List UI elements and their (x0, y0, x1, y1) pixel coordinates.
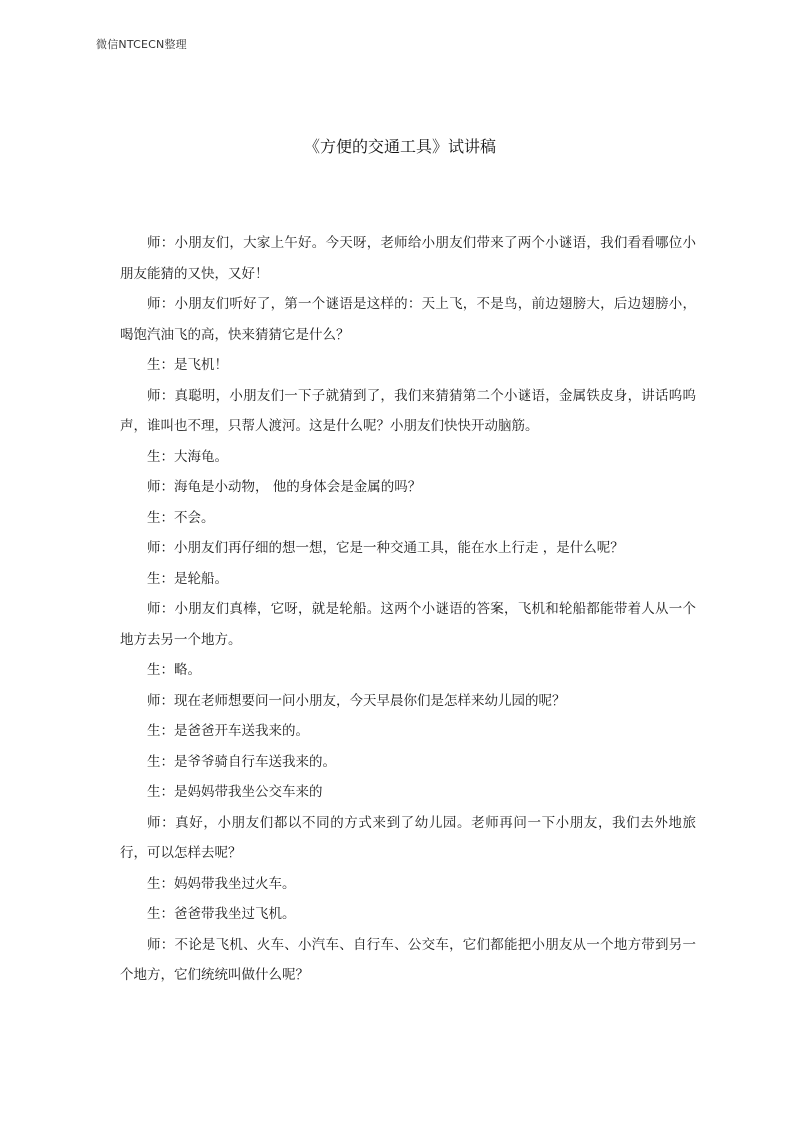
paragraph: 生：是飞机！ (147, 357, 228, 373)
header-watermark: 微信NTCECN整理 (96, 38, 187, 51)
document-title: 《方便的交通工具》试讲稿 (303, 137, 496, 156)
paragraph: 师：小朋友们，大家上午好。今天呀，老师给小朋友们带来了两个小谜语，我们看看哪位小朋友能猜的又快，又好！ (120, 235, 696, 282)
paragraph: 师：真好，小朋友们都以不同的方式来到了幼儿园。老师再问一下小朋友，我们去外地旅行，可以怎样去呢？ (120, 814, 696, 861)
paragraph: 生：不会。 (147, 509, 215, 526)
paragraph: 生：妈妈带我坐过火车。 (147, 875, 296, 892)
paragraph: 生：是轮船。 (147, 570, 228, 587)
paragraph: 生：爸爸带我坐过飞机。 (147, 906, 296, 922)
paragraph: 师：不论是飞机、火车、小汽车、自行车、公交车，它们都能把小朋友从一个地方带到另一个地方，它们统统叫做什么呢？ (120, 936, 696, 983)
paragraph: 师：真聪明，小朋友们一下子就猜到了，我们来猜猜第二个小谜语，金属铁皮身，讲话呜呜声，谁叫也不理，只帮人渡河。这是什么呢？小朋友们快快开动脑筋。 (120, 387, 696, 434)
paragraph: 师：现在老师想要问一问小朋友，今天早晨你们是怎样来幼儿园的呢？ (147, 692, 566, 709)
paragraph: 师：海龟是小动物， 他的身体会是金属的吗？ (147, 479, 422, 495)
paragraph: 师：小朋友们再仔细的想一想，它是一种交通工具，能在水上行走 ，是什么呢？ (147, 540, 624, 556)
paragraph: 生：是爸爸开车送我来的。 (147, 723, 309, 739)
document-body (120, 228, 696, 991)
paragraph: 师：小朋友们真棒，它呀，就是轮船。这两个小谜语的答案，飞机和轮船都能带着人从一个地方去另一个地方。 (120, 601, 696, 648)
paragraph: 生：略。 (147, 662, 201, 678)
paragraph: 生：大海龟。 (147, 448, 228, 465)
paragraph: 生：是爷爷骑自行车送我来的。 (147, 753, 336, 770)
paragraph: 师：小朋友们听好了，第一个谜语是这样的：天上飞，不是鸟，前边翅膀大，后边翅膀小，喝饱汽油飞的高，快来猜猜它是什么？ (120, 296, 696, 343)
paragraph: 生：是妈妈带我坐公交车来的 (147, 784, 323, 800)
